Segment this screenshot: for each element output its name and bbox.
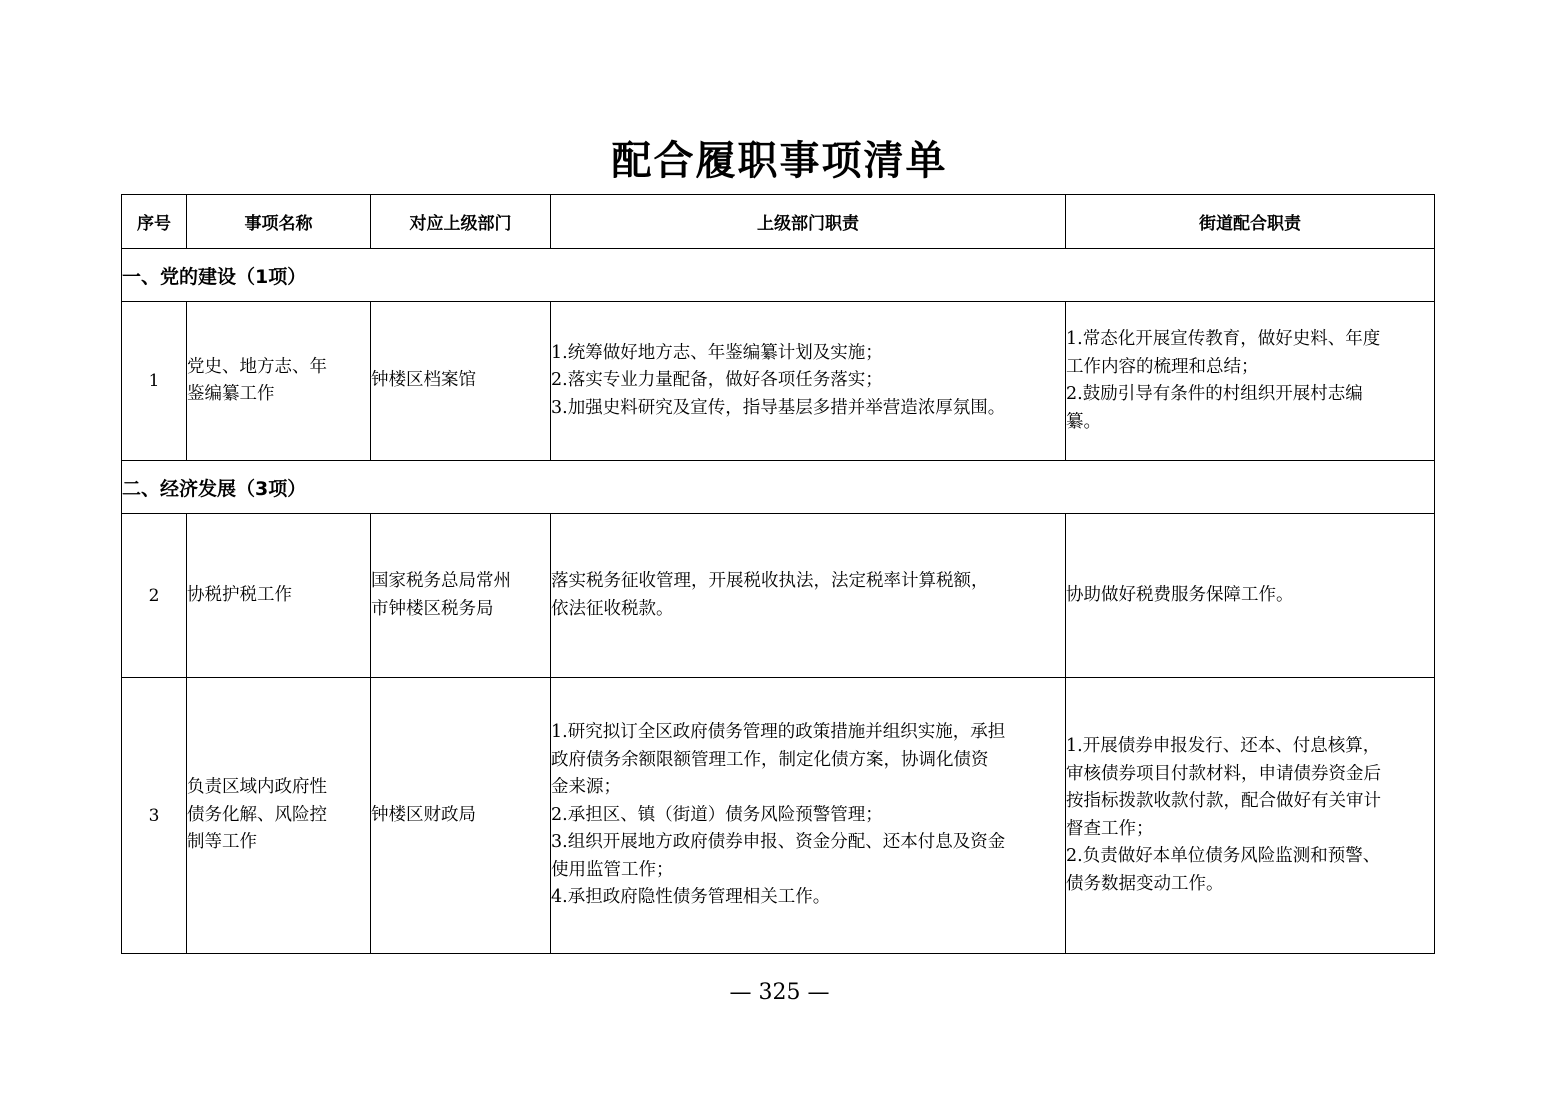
text-line: 3.组织开展地方政府债券申报、资金分配、还本付息及资金	[551, 832, 1006, 853]
text-line: 3.加强史料研究及宣传，指导基层多措并举营造浓厚氛围。	[551, 397, 1006, 418]
row-index: 2	[122, 514, 187, 678]
text-line: 债务化解、风险控	[187, 804, 327, 825]
section-row	[122, 249, 1435, 302]
text-line: 鉴编纂工作	[187, 384, 275, 404]
text-line: 协税护税工作	[187, 584, 292, 605]
row-upper-duties	[551, 302, 1066, 461]
text-line: 金来源；	[551, 777, 621, 798]
text-line: 审核债券项目付款材料，申请债券资金后	[1066, 763, 1381, 784]
text-line: 政府债务余额限额管理工作，制定化债方案，协调化债资	[551, 749, 989, 770]
page-title: 配合履职事项清单	[611, 137, 948, 184]
table-row	[122, 514, 1435, 678]
row-upper-duties	[551, 514, 1066, 678]
text-line: 2.承担区、镇（街道）债务风险预警管理；	[551, 804, 883, 825]
text-line: 工作内容的梳理和总结；	[1066, 356, 1259, 377]
row-department	[371, 678, 551, 954]
text-line: 2.鼓励引导有条件的村组织开展村志编	[1066, 384, 1363, 404]
table-row	[122, 302, 1435, 461]
row-upper-duties	[551, 678, 1066, 954]
header-item-name: 事项名称	[187, 195, 371, 249]
section-heading: 二、经济发展（3项）	[122, 461, 1435, 514]
row-index: 3	[122, 678, 187, 954]
row-department	[371, 514, 551, 678]
responsibility-table	[121, 194, 1435, 954]
text-line: 依法征收税款。	[551, 598, 674, 619]
text-line: 纂。	[1066, 411, 1101, 432]
text-line: 2.落实专业力量配备，做好各项任务落实；	[551, 370, 883, 391]
header-street-duties: 街道配合职责	[1066, 195, 1435, 249]
text-line: 落实税务征收管理，开展税收执法，法定税率计算税额，	[551, 571, 989, 591]
text-line: 党史、地方志、年	[187, 356, 327, 377]
section-row	[122, 461, 1435, 514]
text-line: 1.研究拟订全区政府债务管理的政策措施并组织实施，承担	[551, 722, 1006, 743]
text-line: 2.负责做好本单位债务风险监测和预警、	[1066, 846, 1381, 866]
text-line: 负责区域内政府性	[187, 777, 327, 798]
text-line: 协助做好税费服务保障工作。	[1066, 584, 1294, 605]
header-department: 对应上级部门	[371, 195, 551, 249]
section-heading: 一、党的建设（1项）	[122, 249, 1435, 302]
text-line: 使用监管工作；	[551, 859, 674, 880]
row-street-duties	[1066, 514, 1435, 678]
text-line: 钟楼区档案馆	[371, 370, 476, 391]
row-index: 1	[122, 302, 187, 461]
text-line: 4.承担政府隐性债务管理相关工作。	[551, 887, 831, 908]
text-line: 1.统筹做好地方志、年鉴编纂计划及实施；	[551, 342, 883, 363]
text-line: 督查工作；	[1066, 818, 1154, 839]
row-department	[371, 302, 551, 461]
text-line: 国家税务总局常州	[371, 571, 511, 591]
row-item-name	[187, 678, 371, 954]
row-item-name	[187, 514, 371, 678]
text-line: 制等工作	[187, 832, 257, 853]
table-header-row	[122, 195, 1435, 249]
text-line: 1.开展债券申报发行、还本、付息核算，	[1066, 736, 1381, 756]
text-line: 钟楼区财政局	[371, 804, 476, 825]
page-number: — 325 —	[729, 980, 830, 1005]
text-line: 债务数据变动工作。	[1066, 873, 1224, 894]
table-row	[122, 678, 1435, 954]
row-street-duties	[1066, 302, 1435, 461]
header-index: 序号	[122, 195, 187, 249]
text-line: 按指标拨款收款付款，配合做好有关审计	[1066, 791, 1381, 811]
row-street-duties	[1066, 678, 1435, 954]
header-upper-duties: 上级部门职责	[551, 195, 1066, 249]
row-item-name	[187, 302, 371, 461]
text-line: 1.常态化开展宣传教育，做好史料、年度	[1066, 329, 1381, 349]
text-line: 市钟楼区税务局	[371, 598, 494, 619]
